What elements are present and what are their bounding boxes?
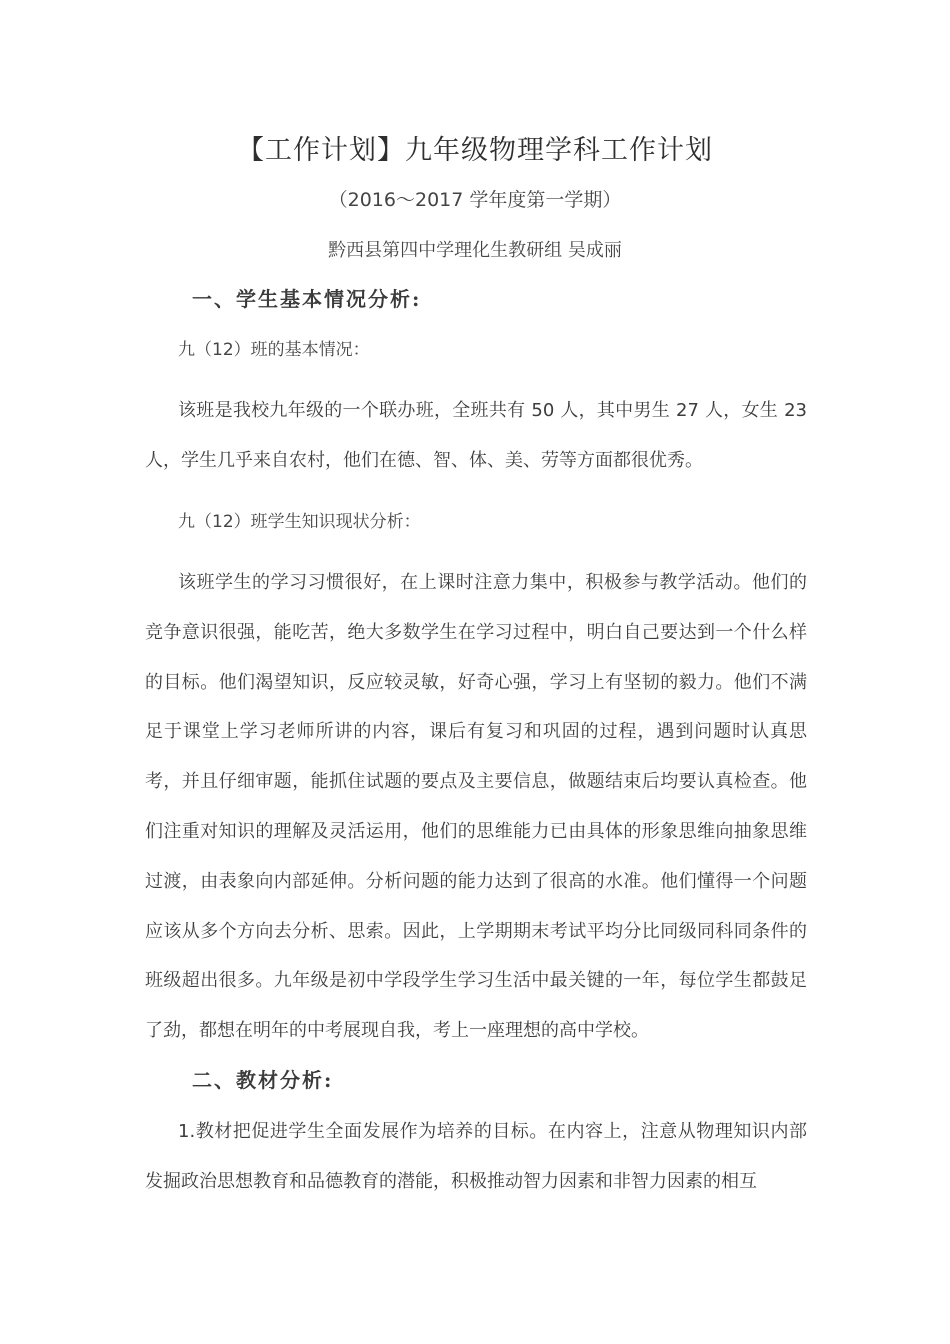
textbook-item1-paragraph: 1.教材把促进学生全面发展作为培养的目标。在内容上，注意从物理知识内部发掘政治思想教育和品德教育的潜能，积极推动智力因素和非智力因素的相互 [145,1121,807,1192]
document-author: 黔西县第四中学理化生教研组 吴成丽 [328,240,622,261]
class-basic-paragraph: 该班是我校九年级的一个联办班，全班共有 50 人，其中男生 27 人，女生 23 人，学生几乎来自农村，他们在德、智、体、美、劳等方面都很优秀。 [145,400,807,471]
class-basic-label: 九（12）班的基本情况： [178,340,370,360]
knowledge-paragraph: 该班学生的学习习惯很好，在上课时注意力集中，积极参与教学活动。他们的竞争意识很强，能吃苦，绝大多数学生在学习过程中，明白自己要达到一个什么样的目标。他们渴望知识，反应较灵敏，好奇心强，学习上有坚韧的毅力。他们不满足于课堂上学习老师所讲的内容，课后有复习和巩固的过程，遇到问题时认真思考，并且仔细审题，能抓住试题的要点及主要信息，做题结束后均要认真检查。他们注重对知识的理解及灵活运用，他们的思维能力已由具体的形象思维向抽象思维过渡，由表象向内部延伸。分析问题的能力达到了很高的水准。他们懂得一个问题应该从多个方向去分析、思索。因此，上学期期末考试平均分比同级同科同条件的班级超出很多。九年级是初中学段学生学习生活中最关键的一年，每位学生都鼓足了劲，都想在明年的中考展现自我，考上一座理想的高中学校。 [145,572,807,1042]
document-subtitle: （2016～2017 学年度第一学期） [328,189,622,211]
document-title: 【工作计划】九年级物理学科工作计划 [237,135,713,166]
section1-heading: 一、学生基本情况分析: [192,287,422,311]
knowledge-label: 九（12）班学生知识现状分析： [178,512,421,532]
section2-heading: 二、教材分析: [192,1068,334,1092]
